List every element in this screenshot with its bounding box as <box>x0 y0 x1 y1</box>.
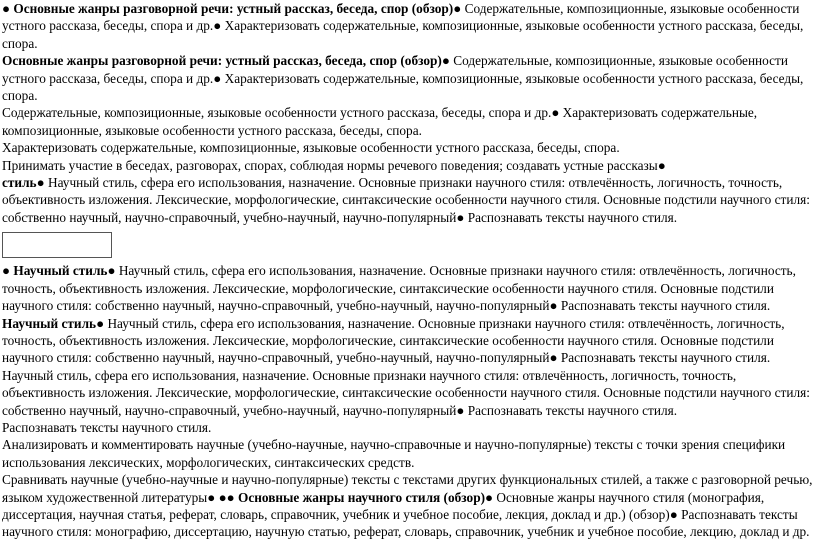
bullet-icon: ● <box>456 402 465 418</box>
paragraph-text: Распознавать тексты научного стиля. <box>464 402 678 418</box>
bullet-icon: ● <box>218 489 227 505</box>
paragraph-text: Основные жанры научного стиля (монография, диссертация, научная статья, реферат, словарь, справочник, учебник и учебное пособие, лекция, доклад и др.) (обзор) <box>2 489 765 522</box>
paragraph-text: Распознавать тексты научного стиля: монографию, диссертацию, научную статью, реферат, словарь, справочник, учебник и учебное пособие, лекцию, доклад и др. <box>2 506 810 540</box>
heading-conversational-genres: Основные жанры разговорной речи: устный рассказ, беседа, спор (обзор) <box>2 53 442 69</box>
paragraph-7 <box>2 262 814 314</box>
paragraph-8 <box>2 315 814 367</box>
paragraph-text: Распознавать тексты научного стиля. <box>557 350 771 366</box>
paragraph-4: Характеризовать содержательные, композиционные, языковые особенности устного рассказа, беседы, спора. <box>2 140 620 156</box>
bullet-icon: ● <box>96 315 105 331</box>
paragraph-text: Научный стиль, сфера его использования, назначение. Основные признаки научного стиля: отвлечённость, логичность, точность, объективность изложения. Лексические, морфологические, синтаксические особенности научного стиля. Основные подстили научного стиля: собственно научный, научно-справочный, учебно-научный, научно-популярный <box>2 367 810 418</box>
bullet-icon: ● <box>2 263 11 279</box>
heading-scientific-style: Научный стиль <box>2 315 97 331</box>
paragraph-12 <box>2 471 814 541</box>
bullet-icon: ● <box>441 53 450 69</box>
paragraph-text: Научный стиль, сфера его использования, назначение. Основные признаки научного стиля: отвлечённость, логичность, точность, объективность изложения. Лексические, морфологические, синтаксические особенности научного стиля. Основные подстили научного стиля: собственно научный, научно-справочный, учебно-научный, научно-популярный <box>2 175 810 225</box>
paragraph-3 <box>2 104 814 139</box>
paragraph-6 <box>2 174 814 226</box>
paragraph-text: Научный стиль, сфера его использования, назначение. Основные признаки научного стиля: отвлечённость, логичность, точность, объективность изложения. Лексические, морфологические, синтаксические особенности научного стиля. Основные подстили научного стиля: собственно научный, научно-справочный, учебно-научный, научно-популярный <box>2 263 796 314</box>
bullet-icon: ● <box>669 506 678 522</box>
heading-scientific-genres: Основные жанры научного стиля (обзор) <box>237 489 486 505</box>
bullet-icon: ● <box>549 298 558 314</box>
heading-conversational-genres: Основные жанры разговорной речи: устный рассказ, беседа, спор (обзор) <box>13 1 454 16</box>
paragraph-text: Характеризовать содержательные, композиционные, языковые особенности устного рассказа, беседы, спора. <box>2 18 804 51</box>
bullet-icon: ● <box>36 175 45 191</box>
paragraph-text: Характеризовать содержательные, композиционные, языковые особенности устного рассказа, беседы, спора. <box>2 105 758 138</box>
bullet-icon: ● <box>107 263 116 279</box>
empty-frame <box>2 232 112 258</box>
paragraph-10: Распознавать тексты научного стиля. <box>2 419 212 435</box>
paragraph-5 <box>2 157 814 174</box>
bullet-icon: ● <box>226 489 235 505</box>
bullet-icon: ● <box>456 209 465 225</box>
bullet-icon: ● <box>485 489 494 505</box>
paragraph-2 <box>2 52 814 104</box>
paragraph-text: Распознавать тексты научного стиля. <box>464 209 678 225</box>
bullet-icon: ● <box>207 489 216 505</box>
paragraph-1 <box>2 0 814 52</box>
heading-scientific-style: Научный стиль <box>13 263 108 279</box>
paragraph-text: Характеризовать содержательные, композиционные, языковые особенности устного рассказа, беседы, спора. <box>2 70 804 104</box>
bullet-icon: ● <box>551 105 560 121</box>
heading-style: стиль <box>2 175 37 191</box>
bullet-icon: ● <box>657 157 666 173</box>
paragraph-text: Принимать участие в беседах, разговорах, спорах, соблюдая нормы речевого поведения; создавать устные рассказы <box>2 157 658 173</box>
bullet-icon: ● <box>2 1 11 16</box>
bullet-icon: ● <box>453 1 462 16</box>
paragraph-text: Содержательные, композиционные, языковые особенности устного рассказа, беседы, спора и др. <box>2 53 788 86</box>
paragraph-text: Содержательные, композиционные, языковые особенности устного рассказа, беседы, спора и др. <box>2 1 800 34</box>
bullet-icon: ● <box>213 18 222 34</box>
bullet-icon: ● <box>213 70 222 86</box>
paragraph-text: Научный стиль, сфера его использования, назначение. Основные признаки научного стиля: отвлечённость, логичность, точность, объективность изложения. Лексические, морфологические, синтаксические особенности научного стиля. Основные подстили научного стиля: собственно научный, научно-справочный, учебно-научный, научно-популярный <box>2 315 785 366</box>
paragraph-text: Содержательные, композиционные, языковые особенности устного рассказа, беседы, спора и др. <box>2 105 552 121</box>
paragraph-text: Сравнивать научные (учебно-научные и научно-популярные) тексты с текстами других функциональных стилей, а также с разговорной речью, языком художественной литературы <box>2 472 813 505</box>
paragraph-11: Анализировать и комментировать научные (учебно-научные, научно-справочные и научно-популярные) тексты с точки зрения специфики использования лексических, морфологических, синтаксических средств. <box>2 437 786 470</box>
bullet-icon: ● <box>549 350 558 366</box>
paragraph-text: Распознавать тексты научного стиля. <box>557 298 771 314</box>
paragraph-9 <box>2 367 814 419</box>
